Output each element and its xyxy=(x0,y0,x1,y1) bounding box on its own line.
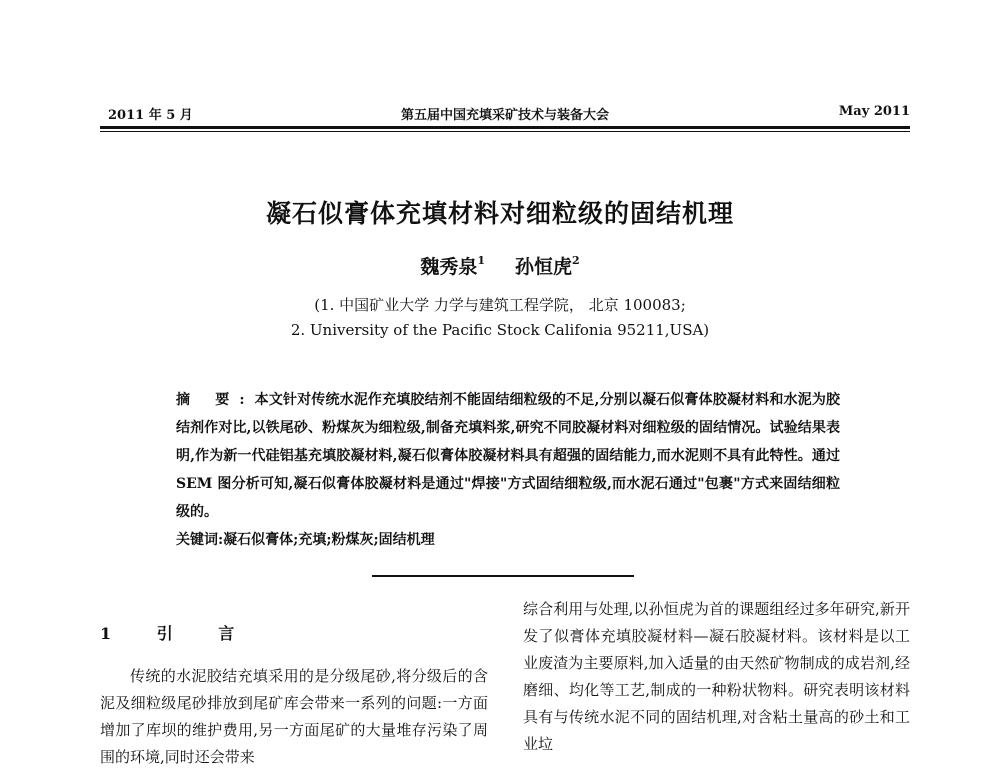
abstract-separator xyxy=(372,575,634,577)
header-rule-thin xyxy=(100,131,910,132)
affiliation-mark: 1 xyxy=(477,254,485,267)
body-paragraph: 综合利用与处理,以孙恒虎为首的课题组经过多年研究,新开发了似膏体充填胶凝材料—凝石胶凝材料。该材料是以工业废渣为主要原料,加入适量的由天然矿物制成的成岩剂,经磨细、均化等工艺,制成的一种粉状物料。研究表明该材料具有与传统水泥不同的固结机理,对含粘土量高的砂土和工业垃 xyxy=(523,600,910,753)
affiliation-mark: 2 xyxy=(572,254,580,267)
section-heading: 1 引 言 xyxy=(100,624,255,643)
abstract-label: 摘 要: xyxy=(176,392,255,408)
author-name: 魏秀泉 xyxy=(420,256,478,278)
abstract xyxy=(176,386,840,526)
header-date-english: May 2011 xyxy=(838,104,910,119)
abstract-block xyxy=(176,386,840,554)
header-rule-thick xyxy=(100,126,910,129)
affiliation-line-1: (1. 中国矿业大学 力学与建筑工程学院， 北京 100083; xyxy=(314,296,686,314)
body-column-left xyxy=(100,620,488,771)
body-paragraph: 传统的水泥胶结充填采用的是分级尾砂,将分级后的含泥及细粒级尾砂排放到尾矿库会带来一系列的问题:一方面增加了库坝的维护费用,另一方面尾矿的大量堆存污染了周围的环境,同时还会带来 xyxy=(100,667,488,766)
affiliation-line-2: 2. University of the Pacific Stock Califonia 95211,USA) xyxy=(290,321,710,339)
keywords-label: 关键词: xyxy=(176,532,224,548)
header-conference: 第五届中国充填采矿技术与装备大会 xyxy=(400,108,609,123)
author-name: 孙恒虎 xyxy=(515,256,573,278)
abstract-text: 本文针对传统水泥作充填胶结剂不能固结细粒级的不足,分别以凝石似膏体胶凝材料和水泥为胶结剂作对比,以铁尾砂、粉煤灰为细粒级,制备充填料浆,研究不同胶凝材料对细粒级的固结情况。试验结果表明,作为新一代硅铝基充填胶凝材料,凝石似膏体胶凝材料具有超强的固结能力,而水泥则不具有此特性。通过 SEM 图分析可知,凝石似膏体胶凝材料是通过"焊接"方式固结细粒级,而水泥石通过"包裹"方式来固结细粒级的。 xyxy=(176,392,840,520)
header-date: 2011 年 5 月 xyxy=(108,108,193,123)
body-column-right xyxy=(523,596,910,758)
keywords-text: 凝石似膏体;充填;粉煤灰;固结机理 xyxy=(223,532,435,548)
running-header xyxy=(100,104,910,123)
author-list xyxy=(0,252,1000,279)
keywords xyxy=(176,526,840,554)
paper-title: 凝石似膏体充填材料对细粒级的固结机理 xyxy=(265,199,734,228)
